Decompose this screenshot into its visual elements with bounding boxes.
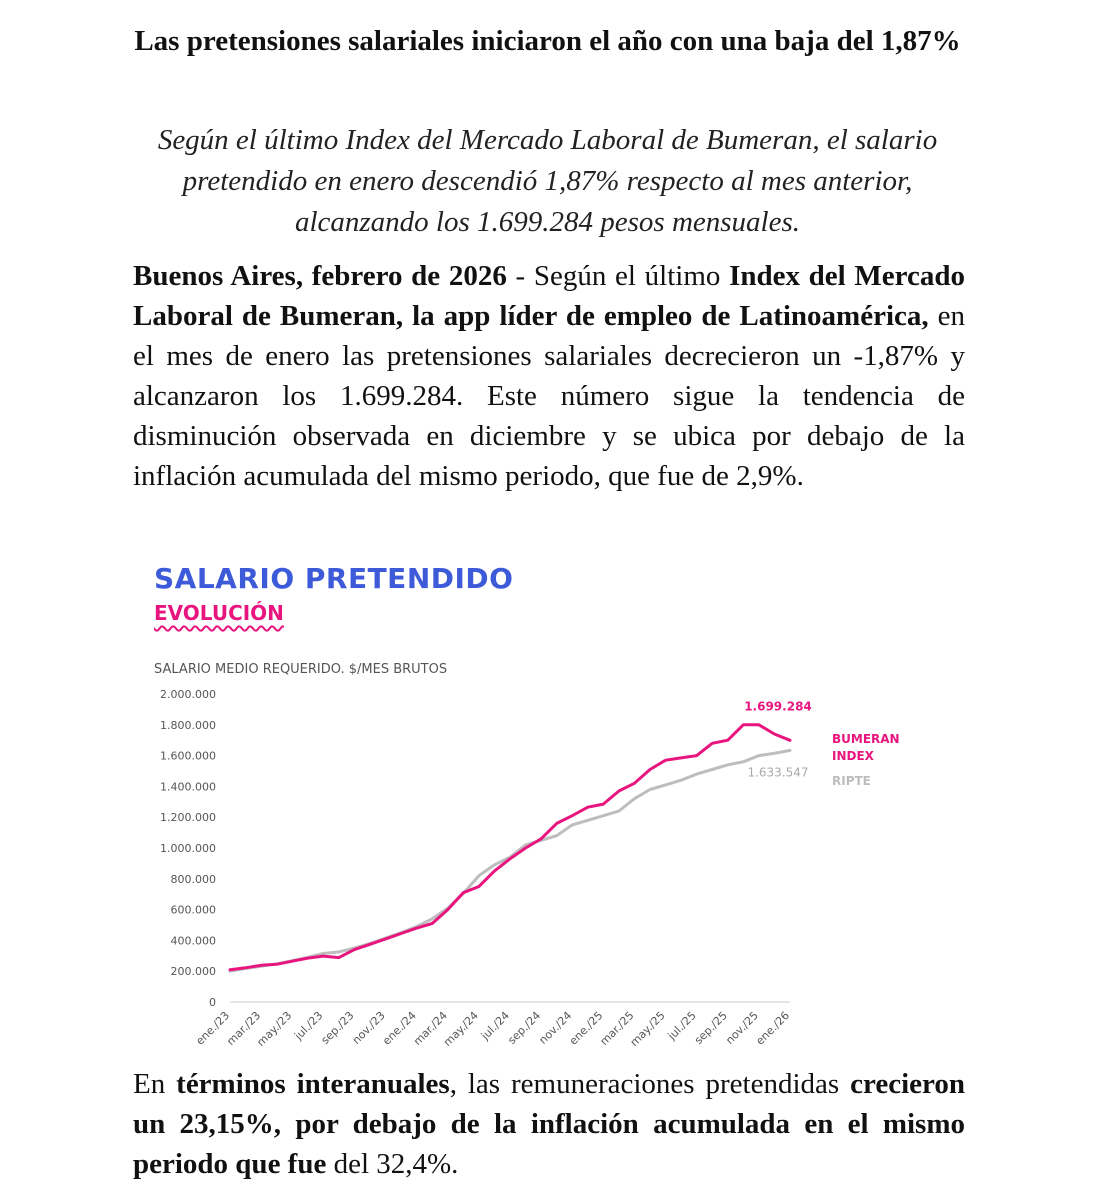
x-tick-label: ene./24 bbox=[380, 1008, 419, 1048]
x-tick-label: sep./25 bbox=[691, 1008, 730, 1047]
x-tick-label: sep./23 bbox=[318, 1008, 357, 1047]
y-tick-label: 1.800.000 bbox=[160, 718, 216, 732]
bumeran-end-value-label: 1.699.284 bbox=[744, 699, 812, 714]
x-tick-label: mar./24 bbox=[410, 1008, 450, 1048]
y-tick-label: 1.200.000 bbox=[160, 811, 216, 825]
y-tick-label: 1.400.000 bbox=[160, 780, 216, 794]
salary-chart bbox=[140, 556, 900, 1066]
y-tick-label: 1.000.000 bbox=[160, 842, 216, 855]
x-tick-label: sep./24 bbox=[505, 1008, 544, 1047]
paragraph-interannual bbox=[133, 1064, 965, 1184]
y-tick-label: 400.000 bbox=[170, 934, 216, 948]
y-tick-label: 600.000 bbox=[170, 903, 216, 917]
series-line-ripte bbox=[230, 750, 790, 971]
series-line-bumeran-index bbox=[230, 725, 790, 970]
x-tick-label: jul./25 bbox=[665, 1008, 699, 1043]
x-tick-label: may./24 bbox=[440, 1008, 482, 1049]
chart-subtitle: EVOLUCIÓN bbox=[154, 601, 284, 625]
y-tick-label: 2.000.000 bbox=[160, 688, 216, 701]
x-tick-label: nov./25 bbox=[723, 1008, 762, 1047]
intro-bold-source: Index del Mercado Laboral de Bumeran, la app líder de empleo de Latinoamérica, bbox=[133, 260, 965, 332]
inter-text-2: , las remuneraciones pretendidas bbox=[449, 1068, 851, 1100]
y-tick-label: 800.000 bbox=[170, 872, 216, 886]
x-tick-label: jul./23 bbox=[292, 1008, 326, 1043]
inter-bold-2: crecieron un 23,15%, por debajo de la inflación acumulada en el mismo periodo que fue bbox=[133, 1068, 966, 1180]
x-tick-label: nov./23 bbox=[349, 1008, 388, 1047]
x-tick-label: ene./23 bbox=[193, 1008, 233, 1048]
legend-ripte: RIPTE bbox=[832, 774, 871, 788]
legend-bumeran-index: BUMERAN bbox=[832, 732, 900, 746]
inter-text-3: del 32,4%. bbox=[326, 1148, 459, 1180]
x-tick-label: may./23 bbox=[254, 1008, 295, 1049]
x-tick-label: nov./24 bbox=[536, 1008, 575, 1047]
article-title: Las pretensiones salariales iniciaron el año con una baja del 1,87% bbox=[134, 25, 961, 57]
intro-text-2: en el mes de enero las pretensiones salariales decrecieron un -1,87% y alcanzaron los 1.699.284. Este número sigue la tendencia de disminución observada en diciembre y se ubica por debajo de la inflación acumulada del mismo periodo, que fue de 2,9%. bbox=[133, 300, 965, 492]
x-tick-label: mar./25 bbox=[597, 1008, 637, 1048]
y-tick-label: 0 bbox=[209, 996, 216, 1009]
legend-bumeran-index: INDEX bbox=[832, 749, 874, 763]
chart-plot bbox=[140, 556, 900, 1066]
y-tick-label: 200.000 bbox=[170, 965, 216, 979]
inter-bold-1: términos interanuales bbox=[176, 1068, 450, 1100]
x-tick-label: mar./23 bbox=[224, 1008, 264, 1048]
y-tick-label: 1.600.000 bbox=[160, 749, 216, 763]
x-tick-label: jul./24 bbox=[478, 1008, 513, 1043]
paragraph-intro bbox=[133, 256, 965, 496]
ripte-end-value-label: 1.633.547 bbox=[747, 765, 809, 780]
x-tick-label: may./25 bbox=[627, 1008, 668, 1049]
x-tick-label: ene./26 bbox=[753, 1008, 793, 1048]
x-tick-label: ene./25 bbox=[566, 1008, 606, 1048]
chart-y-axis-label: SALARIO MEDIO REQUERIDO. $/MES BRUTOS bbox=[154, 662, 448, 677]
intro-text-1: - Según el último bbox=[506, 260, 730, 292]
dateline: Buenos Aires, febrero de 2026 bbox=[133, 260, 507, 292]
article-subtitle: Según el último Index del Mercado Laboral de Bumeran, el salario pretendido en enero descendió 1,87% respecto al mes anterior, alcanzando los 1.699.284 pesos mensuales. bbox=[157, 124, 938, 238]
chart-title: SALARIO PRETENDIDO bbox=[154, 562, 514, 595]
inter-text-1: En bbox=[133, 1068, 177, 1100]
